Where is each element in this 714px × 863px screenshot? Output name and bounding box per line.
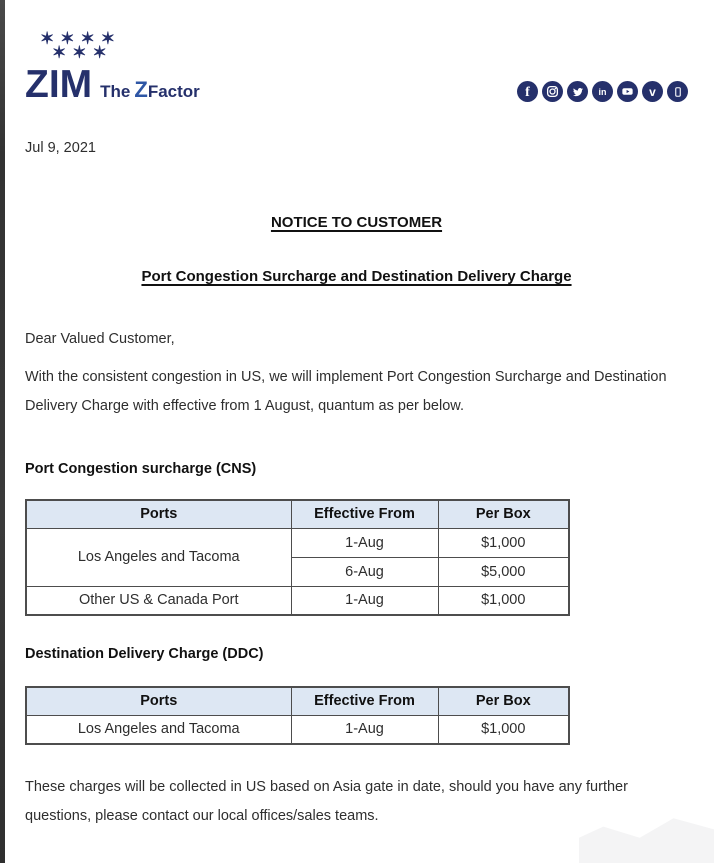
closing-paragraph: These charges will be collected in US based on Asia gate in date, should you have any further questions, please contact our local offices/sales teams. [25,779,628,824]
twitter-glyph [572,86,584,98]
notice-subtitle: Port Congestion Surcharge and Destination Delivery Charge [141,268,572,285]
table-row [26,586,569,615]
letter-header [25,0,688,104]
mobile-icon[interactable] [667,81,688,102]
ddc-col-perbox: Per Box [438,687,569,715]
cns-effective-3: 1-Aug [291,586,438,615]
cns-perbox-3: $1,000 [438,586,569,615]
cns-table [25,499,570,616]
ddc-table [25,686,570,745]
mobile-glyph [672,86,684,98]
cns-section-heading: Port Congestion surcharge (CNS) [25,461,257,477]
ddc-col-ports: Ports [26,687,291,715]
zim-logo [25,30,200,104]
cns-effective-2: 6-Aug [291,557,438,586]
ddc-port-la-tacoma: Los Angeles and Tacoma [26,715,291,744]
facebook-icon[interactable] [517,81,538,102]
logo-tagline-factor: Factor [147,82,200,101]
linkedin-glyph: in [598,86,607,97]
cns-col-perbox: Per Box [438,500,569,528]
facebook-glyph: f [525,84,530,100]
logo-wordmark [25,65,200,104]
linkedin-icon[interactable] [592,81,613,102]
cns-header-row [26,500,569,528]
cns-perbox-1: $1,000 [438,528,569,557]
cns-port-other: Other US & Canada Port [26,586,291,615]
twitter-icon[interactable] [567,81,588,102]
vimeo-glyph: v [649,84,656,99]
ddc-perbox-1: $1,000 [438,715,569,744]
logo-stars-top-row: ✶✶✶✶ [40,29,121,48]
logo-tagline-the: The [100,82,131,101]
greeting-line: Dear Valued Customer, [25,331,175,347]
youtube-glyph [621,85,634,98]
table-row [26,715,569,744]
ddc-effective-1: 1-Aug [291,715,438,744]
youtube-icon[interactable] [617,81,638,102]
body-paragraph: With the consistent congestion in US, we will implement Port Congestion Surcharge and Destination Delivery Charge with effective from 1 August, quantum as per below. [25,369,667,414]
table-row [26,528,569,557]
logo-stars-bottom-row: ✶✶✶ [52,43,113,62]
ddc-header-row [26,687,569,715]
instagram-icon[interactable] [542,81,563,102]
cns-port-la-tacoma: Los Angeles and Tacoma [26,528,291,586]
cns-effective-1: 1-Aug [291,528,438,557]
cns-col-effective: Effective From [291,500,438,528]
cns-col-ports: Ports [26,500,291,528]
social-icons-bar [513,81,688,102]
logo-zim-text: ZIM [25,63,93,106]
ddc-section-heading: Destination Delivery Charge (DDC) [25,646,264,662]
cns-perbox-2: $5,000 [438,557,569,586]
vimeo-icon[interactable] [642,81,663,102]
letter-date: Jul 9, 2021 [25,140,96,156]
ddc-col-effective: Effective From [291,687,438,715]
logo-tagline-z: Z [134,77,148,102]
instagram-glyph [546,85,559,98]
notice-title: NOTICE TO CUSTOMER [270,214,443,231]
